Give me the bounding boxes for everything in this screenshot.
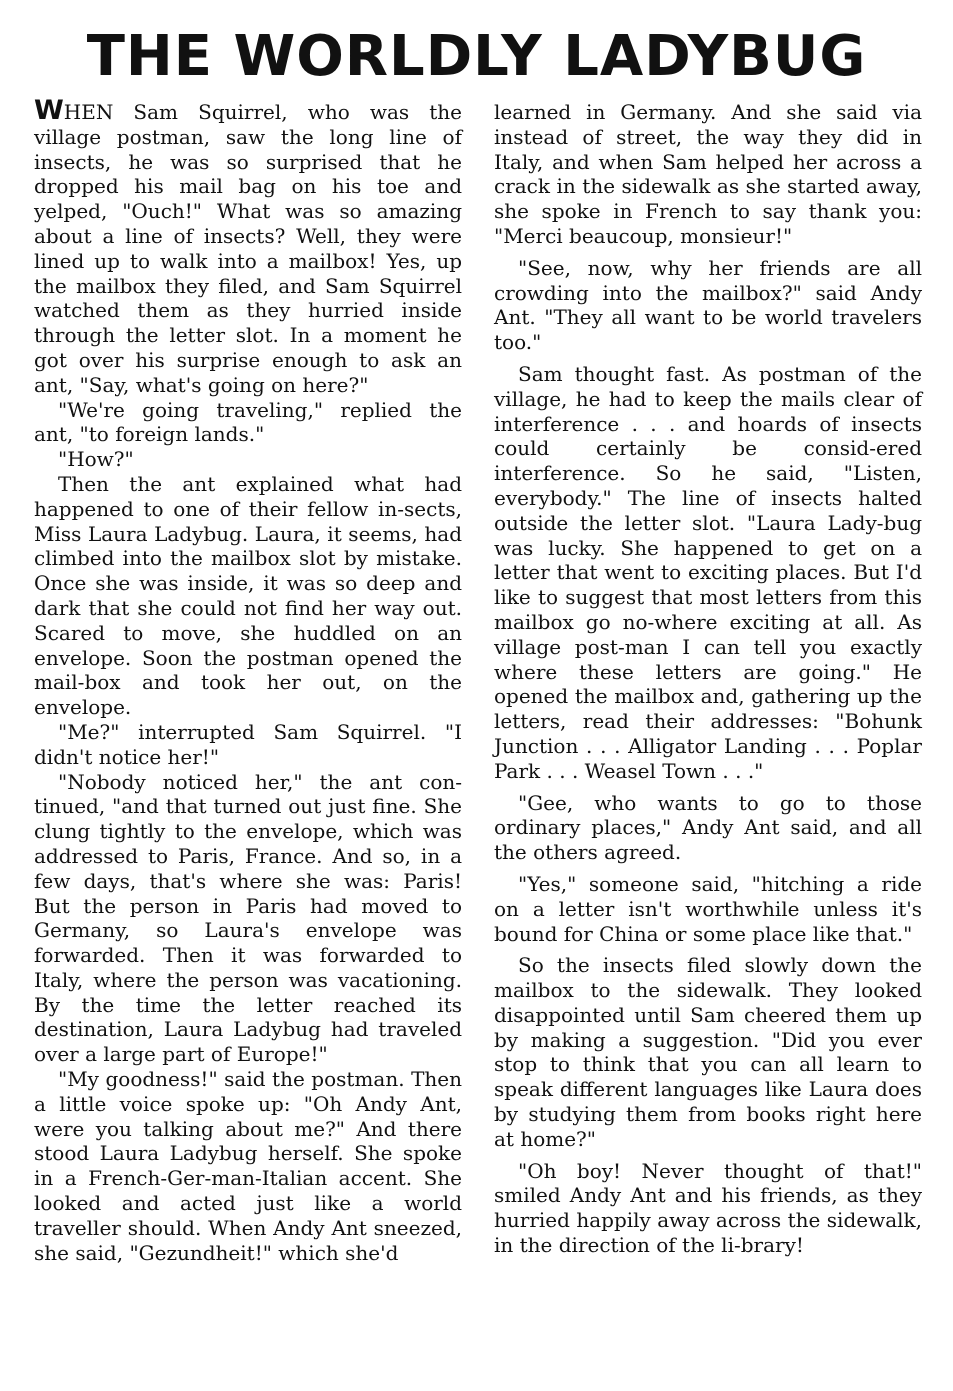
paragraph: So the insects filed slowly down the mailbox to the sidewalk. They looked disappointed until Sam cheered them up by making a suggestion. "Did you ever stop to think that you can all learn to speak different languages like Laura does by studying them from books right here at home?" <box>494 953 922 1151</box>
right-column <box>494 100 922 1258</box>
paragraph: Then the ant explained what had happened to one of their fellow in-sects, Miss Laura Ladybug. Laura, it seems, had climbed into the mailbox slot by mistake. Once she was inside, it was so deep and dark that she could not find her way out. Scared to move, she huddled on an envelope. Soon the postman opened the mail-box and took her out, on the envelope. <box>34 471 462 720</box>
paragraph: "Gee, who wants to go to those ordinary places," Andy Ant said, and all the others agreed. <box>494 790 922 865</box>
paragraph: "Oh boy! Never thought of that!" smiled Andy Ant and his friends, as they hurried happily away across the sidewalk, in the direction of the li-brary! <box>494 1158 922 1258</box>
paragraph: learned in Germany. And she said via instead of street, the way they did in Italy, and when Sam helped her across a crack in the sidewalk as she started away, she spoke in French to say thank you: "Merci beaucoup, monsieur!" <box>494 100 922 248</box>
paragraph: "We're going traveling," replied the ant, "to foreign lands." <box>34 397 462 447</box>
paragraph: "See, now, why her friends are all crowding into the mailbox?" said Andy Ant. "They all want to be world travelers too." <box>494 255 922 355</box>
paragraph: Sam thought fast. As postman of the village, he had to keep the mails clear of interference . . . and hoards of insects could certainly be consid-ered interference. So he said, "Listen, everybody." The line of insects halted outside the letter slot. "Laura Lady-bug was lucky. She happened to get on a letter that went to exciting places. But I'd like to suggest that most letters from this mailbox go no-where exciting at all. As village post-man I can tell you exactly where these letters are going." He opened the mailbox and, gathering up the letters, read their addresses: "Bohunk Junction . . . Alligator Landing . . . Poplar Park . . . Weasel Town . . ." <box>494 361 922 783</box>
paragraph-text: HEN Sam Squirrel, who was the village postman, saw the long line of insects, he was so surprised that he dropped his mail bag on his toe and yelped, "Ouch!" What was so amazing about a line of insects? Well, they were lined up to walk into a mailbox! Yes, up the mailbox they filed, and Sam Squirrel watched them as they hurried inside through the letter slot. In a moment he got over his surprise enough to ask an ant, "Say, what's going on here?" <box>34 100 462 397</box>
left-column <box>34 95 462 1265</box>
paragraph: "Yes," someone said, "hitching a ride on a letter isn't worthwhile unless it's bound for China or some place like that." <box>494 871 922 946</box>
paragraph: "How?" <box>58 447 134 472</box>
story-title: THE WORLDLY LADYBUG <box>86 24 867 89</box>
paragraph: "My goodness!" said the postman. Then a little voice spoke up: "Oh Andy Ant, were you talking about me?" And there stood Laura Ladybug herself. She spoke in a French-Ger-man-Italian accent. She looked and acted just like a world traveller should. When Andy Ant sneezed, she said, "Gezundheit!" which she'd <box>34 1067 462 1265</box>
drop-cap: W <box>34 95 64 126</box>
paragraph: "Nobody noticed her," the ant con-tinued, "and that turned out just fine. She clung tightly to the envelope, which was addressed to Paris, France. And so, in a few days, that's where she was: Paris! But the person in Paris had moved to Germany, so Laura's envelope was forwarded. Then it was forwarded to Italy, where the person was vacationing. By the time the letter reached its destination, Laura Ladybug had traveled over a large part of Europe!" <box>34 769 462 1067</box>
paragraph <box>34 95 462 398</box>
paragraph: "Me?" interrupted Sam Squirrel. "I didn't notice her!" <box>34 719 462 769</box>
